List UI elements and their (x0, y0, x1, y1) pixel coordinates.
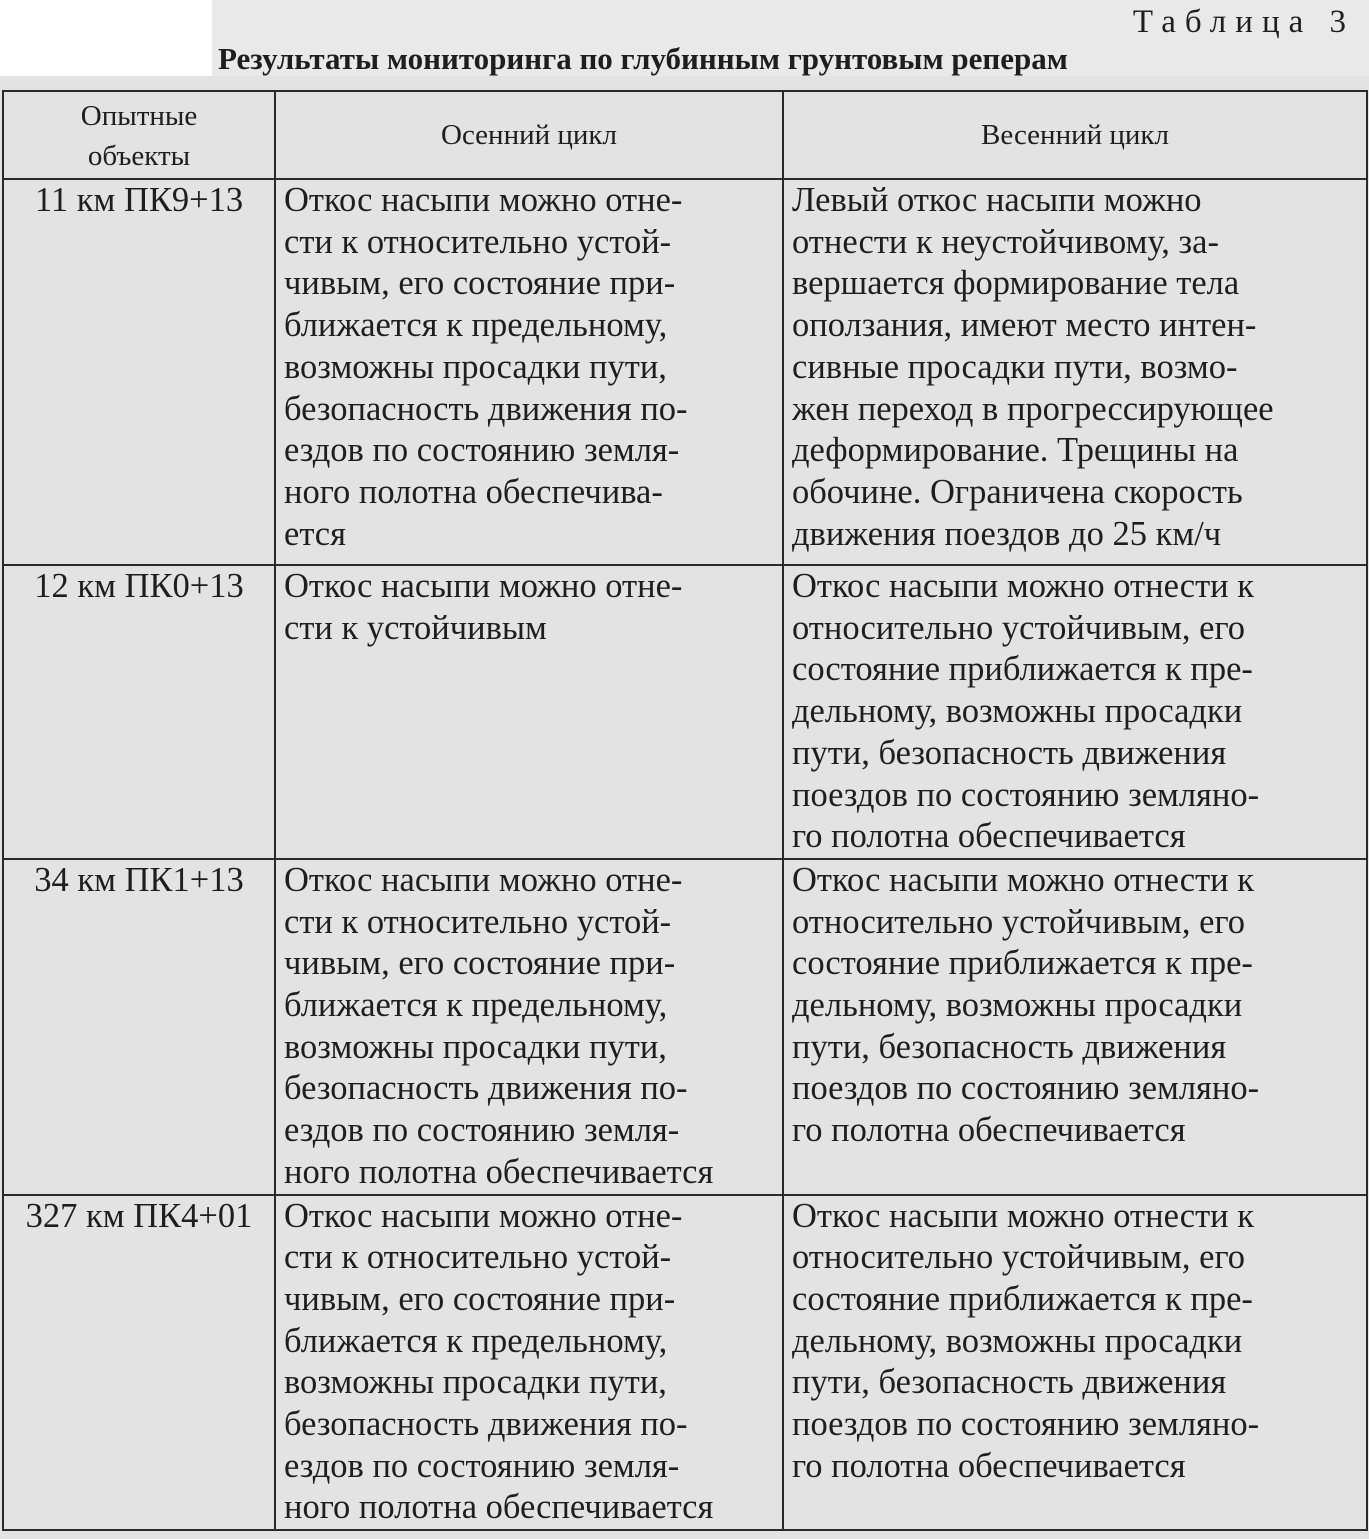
row-object: 34 км ПК1+13 (3, 859, 275, 1195)
row-spring: Откос насыпи можно отнести к относительно устойчивым, его состояние приближается к пре- дельному, возможны просадки пути, безопасность движения поездов по состоянию земляно- го полотна обеспечивается (783, 859, 1367, 1195)
row-object: 327 км ПК4+01 (3, 1195, 275, 1531)
row-spring: Откос насыпи можно отнести к относительно устойчивым, его состояние приближается к пре- дельному, возможны просадки пути, безопасность движения поездов по состоянию земляно- го полотна обеспечивается (783, 1195, 1367, 1531)
table-header-row (3, 91, 1367, 179)
header-objects: Опытные объекты (3, 91, 275, 179)
row-autumn: Откос насыпи можно отне- сти к относительно устой- чивым, его состояние при- ближается к предельному, возможны просадки пути, безопасность движения по- ездов по состоянию земля- ного полотна обеспечива- ется (275, 179, 783, 565)
table-number-label: Таблица 3 (1132, 4, 1355, 40)
row-spring: Левый откос насыпи можно отнести к неустойчивому, за- вершается формирование тела оползания, имеют место интен- сивные просадки пути, возмо- жен переход в прогрессирующее деформирование. Трещины на обочине. Ограничена скорость движения поездов до 25 км/ч (783, 179, 1367, 565)
row-object: 12 км ПК0+13 (3, 565, 275, 859)
row-autumn: Откос насыпи можно отне- сти к относительно устой- чивым, его состояние при- ближается к предельному, возможны просадки пути, безопасность движения по- ездов по состоянию земля- ного полотна обеспечивается (275, 859, 783, 1195)
table-row (3, 859, 1367, 1195)
table-row (3, 179, 1367, 565)
table-row (3, 565, 1367, 859)
page-margin (0, 0, 212, 72)
header-autumn: Осенний цикл (275, 91, 783, 179)
table-row (3, 1195, 1367, 1531)
row-object: 11 км ПК9+13 (3, 179, 275, 565)
table-title: Результаты мониторинга по глубинным грунтовым реперам (218, 41, 1068, 76)
row-spring: Откос насыпи можно отнести к относительно устойчивым, его состояние приближается к пре- дельному, возможны просадки пути, безопасность движения поездов по состоянию земляно- го полотна обеспечивается (783, 565, 1367, 859)
header-spring: Весенний цикл (783, 91, 1367, 179)
monitoring-results-table (2, 90, 1368, 1531)
row-autumn: Откос насыпи можно отне- сти к относительно устой- чивым, его состояние при- ближается к предельному, возможны просадки пути, безопасность движения по- ездов по состоянию земля- ного полотна обеспечивается (275, 1195, 783, 1531)
row-autumn: Откос насыпи можно отне- сти к устойчивым (275, 565, 783, 859)
